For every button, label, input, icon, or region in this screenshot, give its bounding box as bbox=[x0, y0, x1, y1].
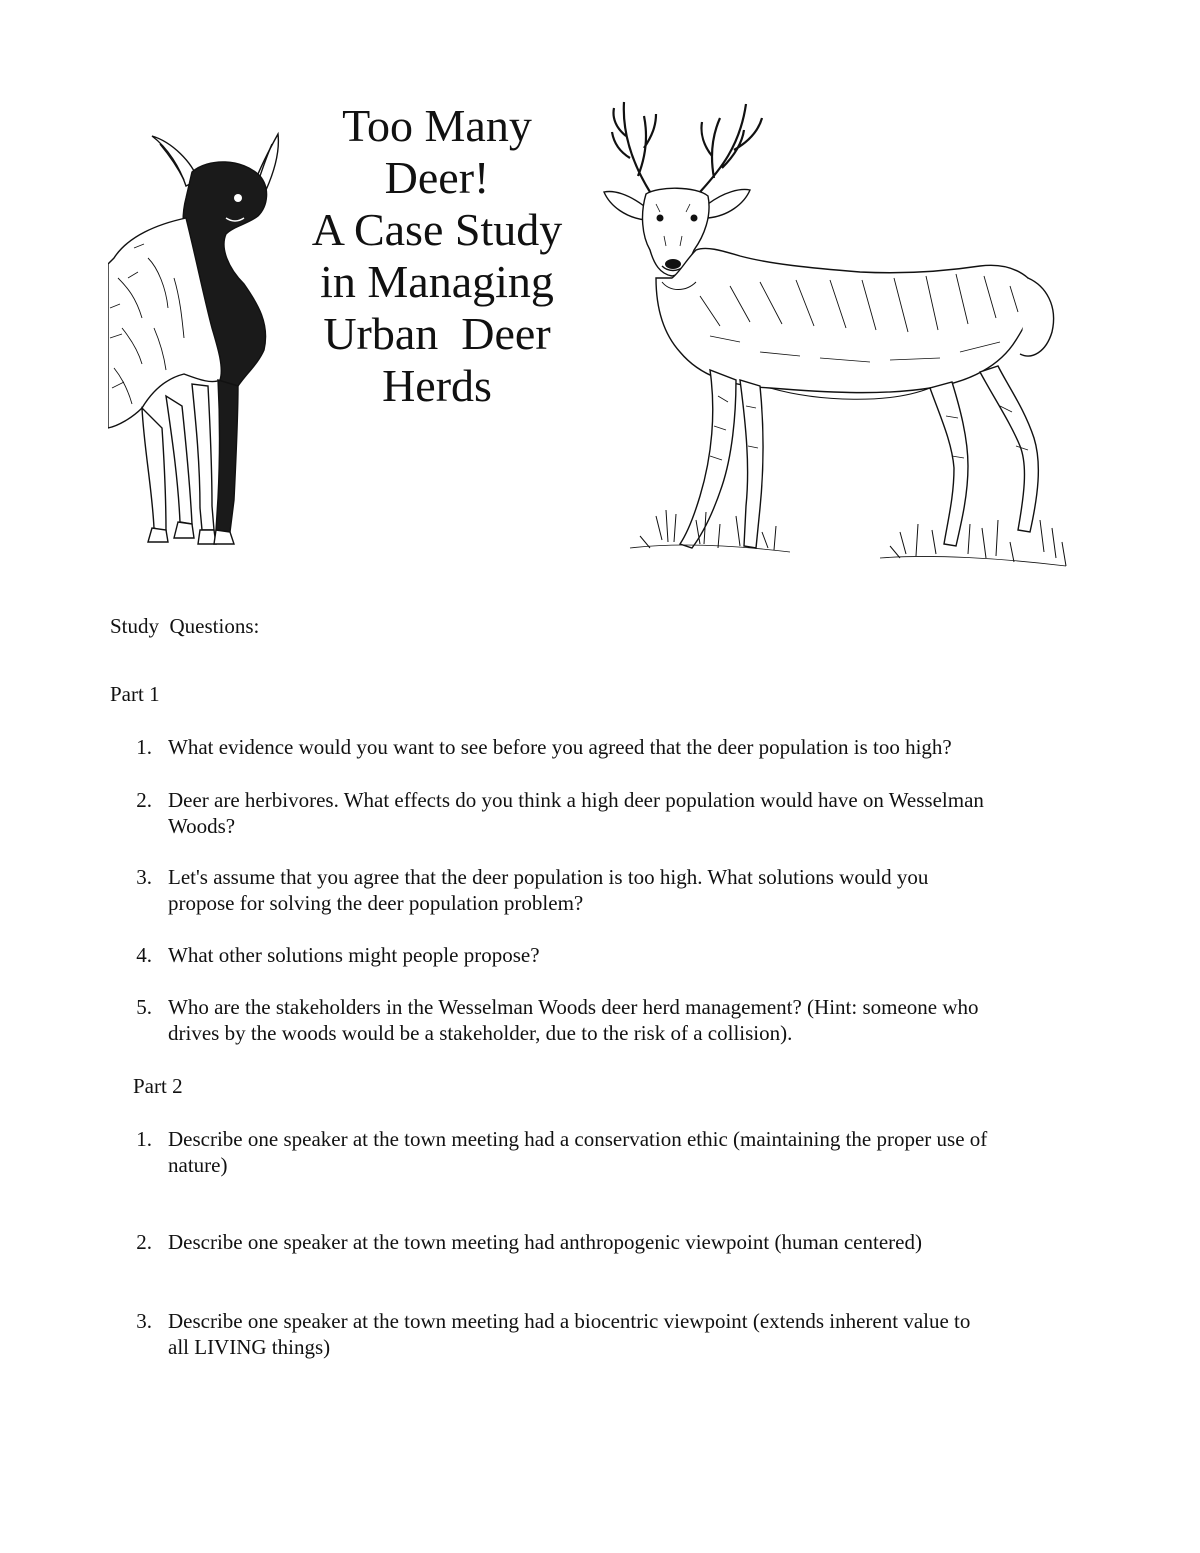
part1-q4-text bbox=[168, 942, 1098, 968]
doe-illustration bbox=[108, 128, 284, 548]
part1-heading: Part 1 bbox=[110, 682, 160, 706]
part1-q5-line-2: drives by the woods would be a stakeholder, due to the risk of a collision). bbox=[168, 1021, 793, 1045]
part1-q4-number: 4. bbox=[136, 943, 152, 967]
part2-q3-number: 3. bbox=[136, 1309, 152, 1333]
study-questions-label: Study Questions: bbox=[110, 614, 260, 638]
title-line-4: in Managing bbox=[320, 256, 554, 307]
part1-q5-line-1: Who are the stakeholders in the Wesselman Woods deer herd management? (Hint: someone who bbox=[168, 995, 979, 1019]
part1-q1-number: 1. bbox=[136, 735, 152, 759]
document-title bbox=[292, 100, 582, 412]
part2-q2-line-1: Describe one speaker at the town meeting had anthropogenic viewpoint (human centered) bbox=[168, 1230, 922, 1254]
part1-q2-line-2: Woods? bbox=[168, 814, 236, 838]
part2-q1-line-1: Describe one speaker at the town meeting had a conservation ethic (maintaining the proper use of bbox=[168, 1127, 988, 1151]
part2-q3-line-1: Describe one speaker at the town meeting had a biocentric viewpoint (extends inherent value to bbox=[168, 1309, 971, 1333]
title-line-6: Herds bbox=[382, 360, 492, 411]
part1-q4-line-1: What other solutions might people propose? bbox=[168, 943, 540, 967]
part2-q2-number: 2. bbox=[136, 1230, 152, 1254]
part1-q2-line-1: Deer are herbivores. What effects do you think a high deer population would have on Wesselman bbox=[168, 788, 984, 812]
part2-q2-text bbox=[168, 1229, 1098, 1255]
part1-q3-line-1: Let's assume that you agree that the deer population is too high. What solutions would you bbox=[168, 865, 929, 889]
title-line-2: Deer! bbox=[384, 152, 490, 203]
part1-q5-text bbox=[168, 994, 1098, 1046]
part2-q3-line-2: all LIVING things) bbox=[168, 1335, 331, 1359]
part2-q3-text bbox=[168, 1308, 1098, 1360]
part1-q1-line-1: What evidence would you want to see before you agreed that the deer population is too high? bbox=[168, 735, 952, 759]
title-line-1: Too Many bbox=[342, 100, 532, 151]
part2-q1-line-2: nature) bbox=[168, 1153, 228, 1177]
part1-q3-text bbox=[168, 864, 1098, 916]
part1-q2-number: 2. bbox=[136, 788, 152, 812]
part1-q5-number: 5. bbox=[136, 995, 152, 1019]
part2-heading: Part 2 bbox=[133, 1074, 183, 1098]
title-line-5: Urban Deer bbox=[323, 308, 551, 359]
part1-q3-line-2: propose for solving the deer population problem? bbox=[168, 891, 584, 915]
part1-q2-text bbox=[168, 787, 1098, 839]
part1-q3-number: 3. bbox=[136, 865, 152, 889]
title-line-3: A Case Study bbox=[311, 204, 563, 255]
part2-q1-text bbox=[168, 1126, 1098, 1178]
part1-q1-text bbox=[168, 734, 1098, 760]
part2-q1-number: 1. bbox=[136, 1127, 152, 1151]
buck-illustration bbox=[600, 96, 1070, 576]
